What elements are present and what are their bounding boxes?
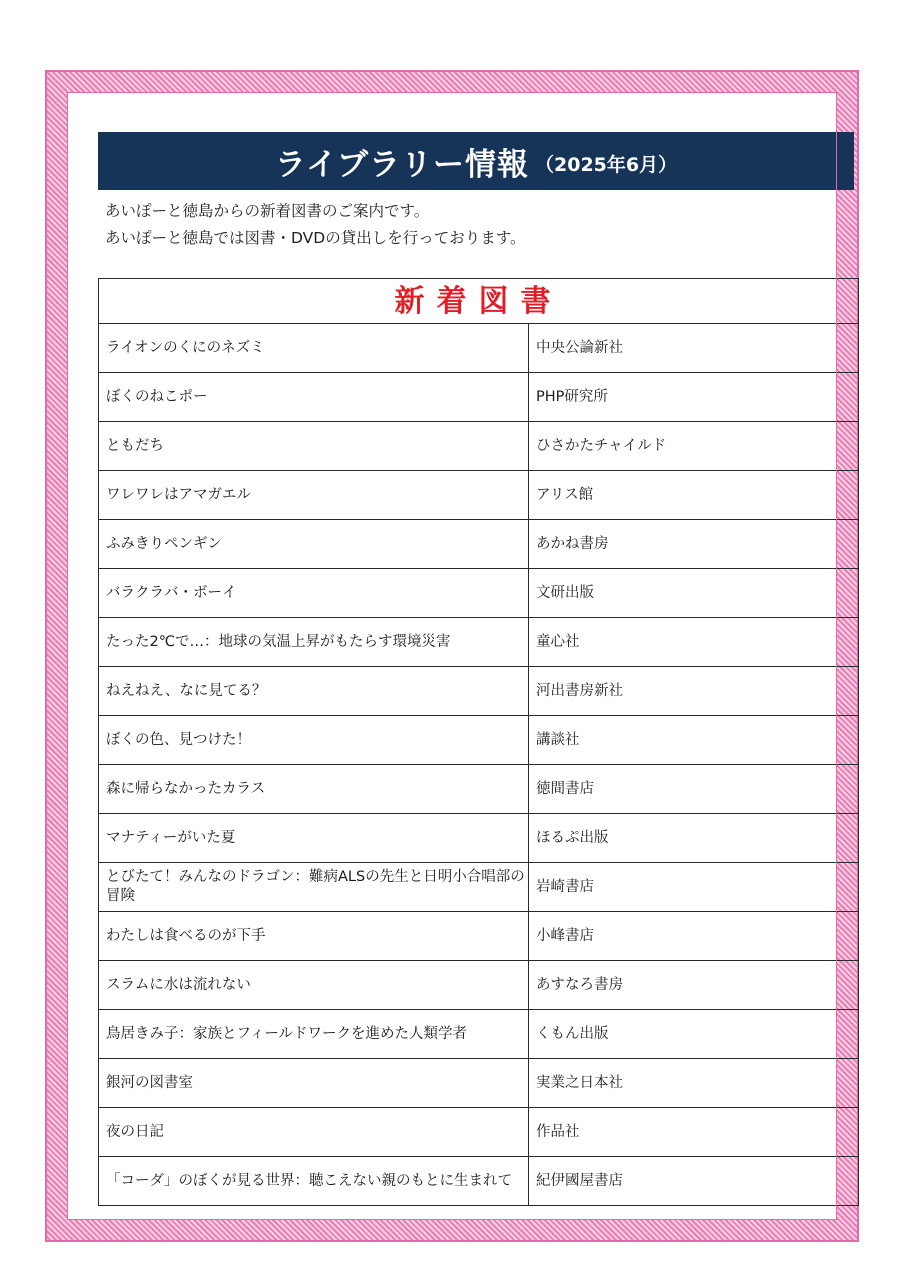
intro-line-2: あいぽーと徳島では図書・DVDの貸出しを行っております。 — [105, 229, 526, 247]
book-publisher: 岩崎書店 — [529, 863, 859, 912]
table-row — [99, 1108, 859, 1157]
table-row — [99, 716, 859, 765]
book-title: 森に帰らなかったカラス — [99, 765, 529, 814]
table-row — [99, 1157, 859, 1206]
table-row — [99, 667, 859, 716]
book-publisher: くもん出版 — [529, 1010, 859, 1059]
book-publisher: PHP研究所 — [529, 373, 859, 422]
table-row — [99, 618, 859, 667]
book-title: バラクラバ・ボーイ — [99, 569, 529, 618]
book-title: わたしは食べるのが下手 — [99, 912, 529, 961]
table-row — [99, 520, 859, 569]
book-publisher: ほるぷ出版 — [529, 814, 859, 863]
book-publisher: あかね書房 — [529, 520, 859, 569]
book-publisher: 中央公論新社 — [529, 324, 859, 373]
new-books-table — [98, 278, 859, 1206]
table-row — [99, 912, 859, 961]
table-heading: 新着図書 — [99, 279, 859, 324]
book-title: ライオンのくにのネズミ — [99, 324, 529, 373]
table-header-row — [99, 279, 859, 324]
book-title: 鳥居きみ子：家族とフィールドワークを進めた人類学者 — [99, 1010, 529, 1059]
table-row — [99, 814, 859, 863]
book-title: 夜の日記 — [99, 1108, 529, 1157]
table-row — [99, 863, 859, 912]
intro-line-1: あいぽーと徳島からの新着図書のご案内です。 — [105, 202, 430, 220]
page-title: ライブラリー情報 — [274, 146, 530, 183]
book-title: マナティーがいた夏 — [99, 814, 529, 863]
book-title: ふみきりペンギン — [99, 520, 529, 569]
book-title: たった2℃で…：地球の気温上昇がもたらす環境災害 — [99, 618, 529, 667]
book-title: ぼくの色、見つけた！ — [99, 716, 529, 765]
table-row — [99, 373, 859, 422]
book-publisher: 河出書房新社 — [529, 667, 859, 716]
book-title: スラムに水は流れない — [99, 961, 529, 1010]
book-publisher: 作品社 — [529, 1108, 859, 1157]
decorative-pink-border — [45, 70, 859, 1242]
table-row — [99, 765, 859, 814]
book-publisher: あすなろ書房 — [529, 961, 859, 1010]
book-publisher: 小峰書店 — [529, 912, 859, 961]
book-title: 「コーダ」のぼくが見る世界：聴こえない親のもとに生まれて — [99, 1157, 529, 1206]
table-row — [99, 1059, 859, 1108]
book-publisher: 紀伊國屋書店 — [529, 1157, 859, 1206]
book-publisher: ひさかたチャイルド — [529, 422, 859, 471]
table-row — [99, 569, 859, 618]
table-row — [99, 471, 859, 520]
book-title: ともだち — [99, 422, 529, 471]
book-publisher: 文研出版 — [529, 569, 859, 618]
table-row — [99, 324, 859, 373]
book-title: ねえねえ、なに見てる？ — [99, 667, 529, 716]
table-row — [99, 1010, 859, 1059]
book-publisher: 講談社 — [529, 716, 859, 765]
book-title: とびたて！みんなのドラゴン：難病ALSの先生と日明小合唱部の冒険 — [99, 863, 529, 912]
book-title: 銀河の図書室 — [99, 1059, 529, 1108]
book-title: ワレワレはアマガエル — [99, 471, 529, 520]
page-date: （2025年6月） — [535, 153, 678, 176]
book-title: ぼくのねこポー — [99, 373, 529, 422]
book-publisher: 実業之日本社 — [529, 1059, 859, 1108]
table-row — [99, 961, 859, 1010]
book-publisher: 徳間書店 — [529, 765, 859, 814]
title-banner — [98, 132, 854, 190]
book-publisher: 童心社 — [529, 618, 859, 667]
book-publisher: アリス館 — [529, 471, 859, 520]
table-row — [99, 422, 859, 471]
intro-text — [105, 198, 525, 252]
